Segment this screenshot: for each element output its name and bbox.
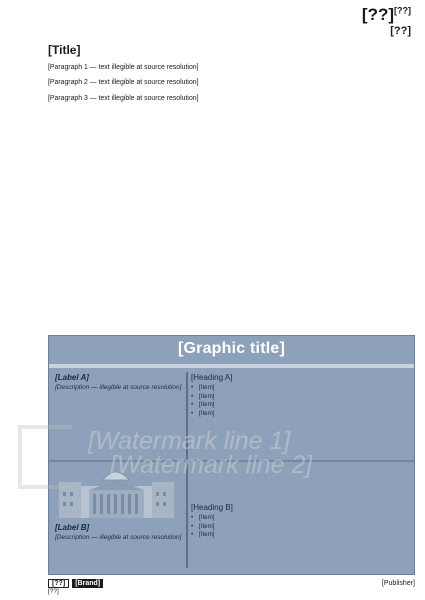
- rights-gruppe: [191, 504, 409, 540]
- list-item: • [Item]: [191, 384, 409, 391]
- footer-badge: [??]: [48, 579, 69, 588]
- gruppe-definition: [55, 524, 183, 541]
- list-item: • [Item]: [191, 523, 409, 530]
- sheet-date: [??]: [390, 25, 411, 37]
- gruppe-text: [Description — illegible at source resolution]: [55, 533, 182, 541]
- title-band: [49, 364, 414, 368]
- infographic: [48, 335, 415, 575]
- list-item: • [Item]: [191, 401, 409, 408]
- infographic-title: [Graphic title]: [177, 340, 285, 357]
- list-item: • [Item]: [191, 393, 409, 400]
- rights-fraktion-heading: [Heading A]: [191, 373, 233, 382]
- rights-fraktion: [191, 374, 409, 418]
- reichstag-building-icon: [59, 464, 174, 518]
- fraktion-definition: [55, 374, 183, 392]
- paragraph-2: [Paragraph 2 — text illegible at source resolution]: [48, 79, 199, 87]
- paragraph-1: [Paragraph 1 — text illegible at source resolution]: [48, 64, 199, 71]
- footer-code: [??]: [48, 588, 59, 595]
- divider-vertical: [186, 372, 188, 568]
- list-item: • [Item]: [191, 531, 409, 538]
- paragraph-3: [Paragraph 3 — text illegible at source resolution]: [48, 94, 199, 102]
- page-id: [362, 6, 411, 37]
- sheet-sub: [??]: [394, 5, 411, 16]
- footer-publisher: [Publisher]: [381, 580, 415, 587]
- watermark-line-2: [Watermark line 2]: [110, 451, 313, 479]
- list-item: • [Item]: [191, 514, 409, 521]
- footer-brand-label: [Brand]: [72, 579, 103, 588]
- rights-fraktion-list: [191, 384, 409, 417]
- gruppe-label: [Label B]: [55, 523, 90, 532]
- article-body: [48, 64, 415, 110]
- divider-horizontal: [49, 460, 415, 462]
- list-item: • [Item]: [191, 410, 409, 417]
- sheet-number: [??]: [361, 5, 394, 24]
- watermark-line-1: [Watermark line 1]: [88, 427, 291, 455]
- rights-gruppe-heading: [Heading B]: [191, 503, 233, 512]
- fraktion-label: [Label A]: [55, 373, 89, 382]
- rights-gruppe-list: [191, 514, 409, 538]
- footer-brand: [48, 578, 103, 588]
- fraktion-text-1: [Description — illegible at source resolution]: [55, 383, 182, 391]
- page-title: [Title]: [48, 43, 81, 57]
